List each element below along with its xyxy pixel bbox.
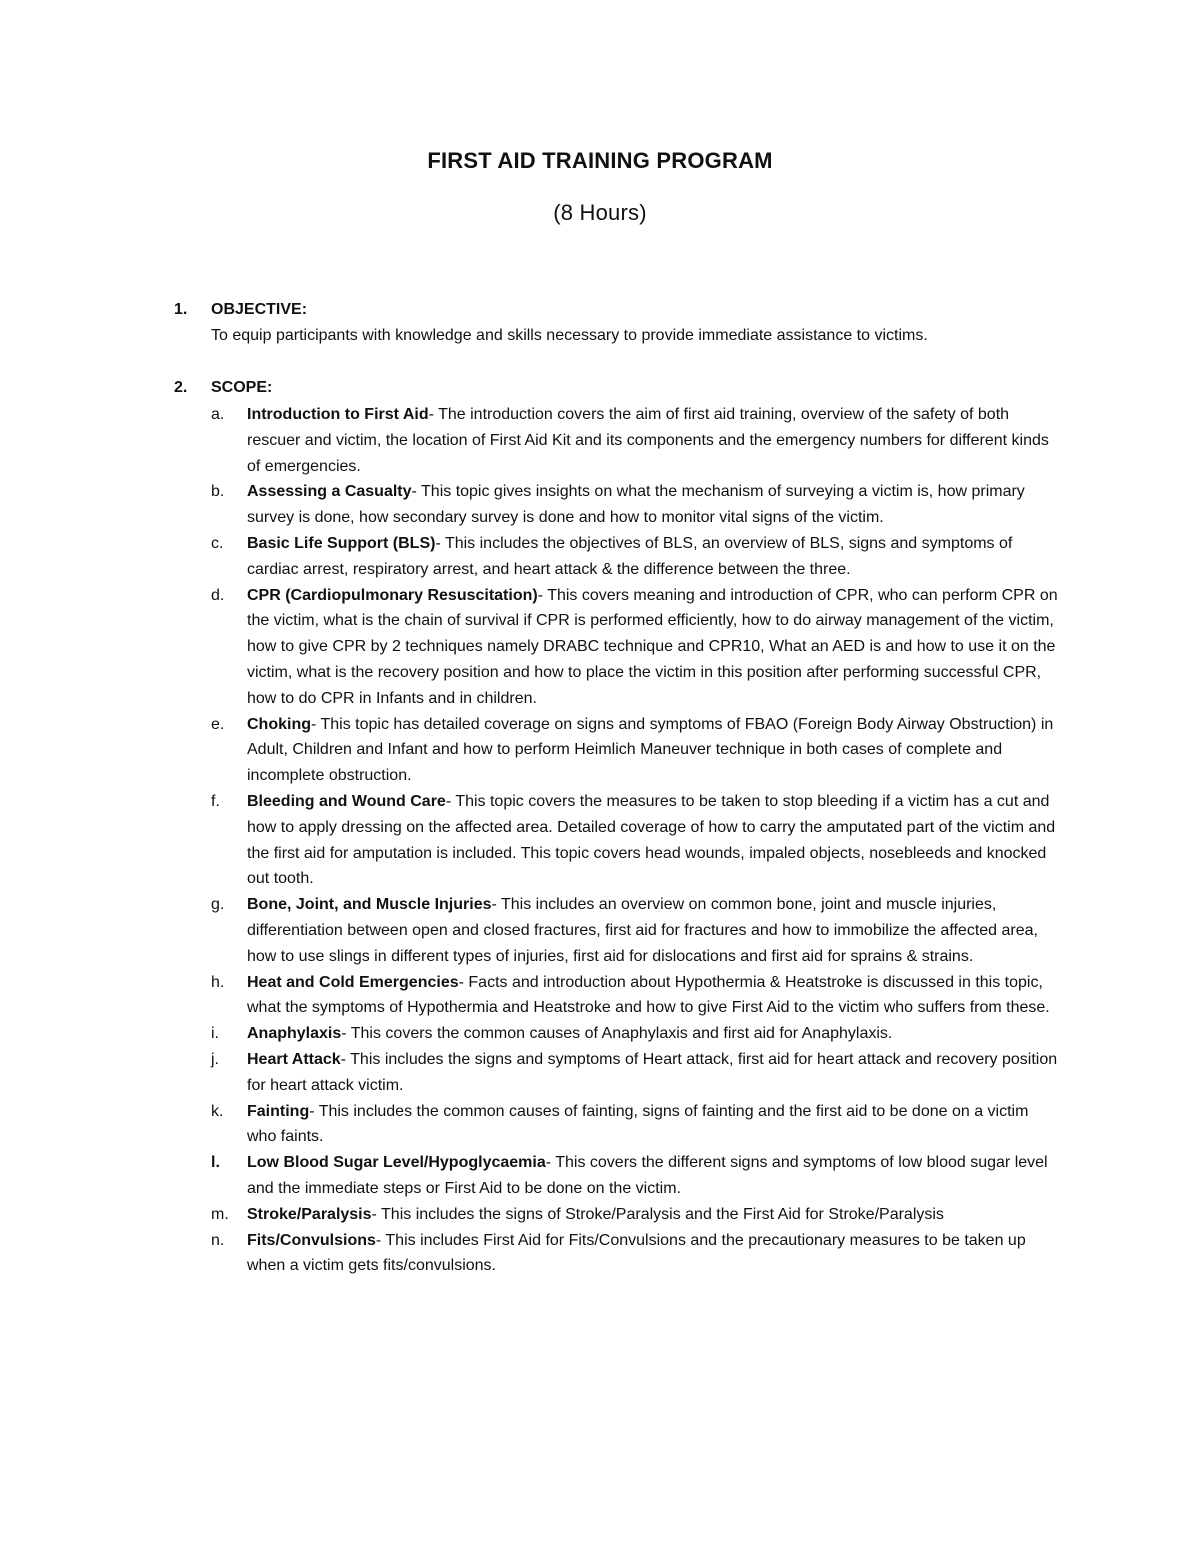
scope-item-text: - This covers meaning and introduction of CPR, who can perform CPR on the victim, what is the chain of survival if CPR is performed efficiently, how to do airway management of the victim, how to give CPR by 2 techniques namely DRABC technique and CPR10, What an AED is and how to use it on the victim, what is the recovery position and how to place the victim in this position after performing successful CPR, how to do CPR in Infants and in children. bbox=[247, 586, 1058, 707]
scope-item-letter: h. bbox=[211, 973, 225, 991]
scope-item bbox=[211, 402, 1061, 479]
scope-item-text: - This includes the signs of Stroke/Paralysis and the First Aid for Stroke/Paralysis bbox=[371, 1205, 944, 1223]
scope-item-term: Stroke/Paralysis bbox=[247, 1205, 372, 1223]
section-heading-objective: OBJECTIVE: bbox=[211, 301, 308, 318]
scope-item-term: Choking bbox=[247, 715, 311, 733]
scope-item-letter: g. bbox=[211, 896, 225, 914]
scope-item bbox=[211, 970, 1061, 1022]
scope-item bbox=[211, 1021, 1061, 1047]
scope-item bbox=[211, 1150, 1061, 1202]
scope-item-letter: a. bbox=[211, 406, 225, 423]
scope-item-letter: b. bbox=[211, 483, 225, 501]
section-number-scope: 2. bbox=[174, 379, 188, 396]
scope-item-text: - This includes an overview on common bone, joint and muscle injuries, differentiation between open and closed fractures, first aid for fractures and how to immobilize the affected area, how to use slings in different types of injuries, first aid for dislocations and first aid for sprains & strains. bbox=[247, 896, 1038, 965]
scope-item-text: - This topic gives insights on what the mechanism of surveying a victim is, how primary survey is done, how secondary survey is done and how to monitor vital signs of the victim. bbox=[247, 483, 1025, 527]
scope-item bbox=[211, 583, 1061, 712]
scope-item-letter: i. bbox=[211, 1025, 219, 1043]
scope-item-term: Heat and Cold Emergencies bbox=[247, 973, 459, 991]
scope-item-term: CPR (Cardiopulmonary Resuscitation) bbox=[247, 586, 538, 604]
scope-item-term: Introduction to First Aid bbox=[247, 406, 429, 423]
scope-item bbox=[211, 1202, 1061, 1228]
scope-item-text: - This includes First Aid for Fits/Convulsions and the precautionary measures to be taken up when a victim gets fits/convulsions. bbox=[247, 1231, 1026, 1275]
scope-item-term: Low Blood Sugar Level/Hypoglycaemia bbox=[247, 1154, 546, 1172]
document-title: FIRST AID TRAINING PROGRAM bbox=[427, 148, 773, 173]
scope-list bbox=[211, 402, 1061, 1279]
scope-item-term: Anaphylaxis bbox=[247, 1025, 342, 1043]
scope-item-letter: m. bbox=[211, 1205, 229, 1223]
scope-item-text: - This topic has detailed coverage on signs and symptoms of FBAO (Foreign Body Airway Obstruction) in Adult, Children and Infant and how to perform Heimlich Maneuver technique in both cases of complete and incomplete obstruction. bbox=[247, 715, 1054, 785]
scope-item-text: - This includes the common causes of fainting, signs of fainting and the first aid to be done on a victim who faints. bbox=[247, 1102, 1029, 1146]
scope-item-term: Basic Life Support (BLS) bbox=[247, 534, 436, 552]
scope-item-text: - This covers the different signs and symptoms of low blood sugar level and the immediate steps or First Aid to be done on the victim. bbox=[247, 1154, 1048, 1197]
scope-item-text: - This includes the objectives of BLS, an overview of BLS, signs and symptoms of cardiac arrest, respiratory arrest, and heart attack & the difference between the three. bbox=[247, 534, 1013, 578]
section-number-objective: 1. bbox=[174, 301, 188, 318]
scope-item-term: Fits/Convulsions bbox=[247, 1231, 376, 1249]
scope-item bbox=[211, 1228, 1061, 1280]
scope-item bbox=[211, 531, 1061, 583]
section-heading-scope: SCOPE: bbox=[211, 379, 273, 396]
scope-item bbox=[211, 479, 1061, 531]
scope-item bbox=[211, 712, 1061, 789]
section-body-objective: To equip participants with knowledge and skills necessary to provide immediate assistance to victims. bbox=[211, 327, 928, 344]
scope-item-letter: f. bbox=[211, 792, 220, 810]
scope-item-term: Assessing a Casualty bbox=[247, 483, 412, 501]
scope-item-letter: l. bbox=[211, 1154, 220, 1172]
scope-item-letter: k. bbox=[211, 1102, 224, 1120]
scope-item-text: - This includes the signs and symptoms of Heart attack, first aid for heart attack and recovery position for heart attack victim. bbox=[247, 1050, 1058, 1094]
scope-item bbox=[211, 1047, 1061, 1099]
scope-item-term: Heart Attack bbox=[247, 1050, 341, 1068]
scope-item-term: Fainting bbox=[247, 1102, 310, 1120]
scope-item-term: Bleeding and Wound Care bbox=[247, 792, 446, 810]
scope-item-letter: j. bbox=[211, 1050, 219, 1068]
scope-item-term: Bone, Joint, and Muscle Injuries bbox=[247, 896, 492, 914]
scope-item-text: - Facts and introduction about Hypothermia & Heatstroke is discussed in this topic, what the symptoms of Hypothermia and Heatstroke and how to give First Aid to the victim who suffers from these. bbox=[247, 973, 1050, 1017]
scope-item bbox=[211, 789, 1061, 892]
scope-item bbox=[211, 1099, 1061, 1151]
scope-item-text: - This covers the common causes of Anaphylaxis and first aid for Anaphylaxis. bbox=[341, 1025, 893, 1043]
scope-item-letter: d. bbox=[211, 586, 225, 604]
scope-item-letter: e. bbox=[211, 715, 225, 733]
scope-item bbox=[211, 892, 1061, 969]
scope-item-text: - The introduction covers the aim of first aid training, overview of the safety of both rescuer and victim, the location of First Aid Kit and its components and the emergency numbers for different kinds of emergencies. bbox=[247, 406, 1049, 475]
scope-item-text: - This topic covers the measures to be taken to stop bleeding if a victim has a cut and how to apply dressing on the affected area. Detailed coverage of how to carry the amputated part of the victim and the first aid for amputation is included. This topic covers head wounds, impaled objects, nosebleeds and knocked out tooth. bbox=[247, 792, 1056, 888]
document-subtitle: (8 Hours) bbox=[553, 200, 647, 225]
scope-item-letter: c. bbox=[211, 534, 224, 552]
scope-item-letter: n. bbox=[211, 1231, 225, 1249]
